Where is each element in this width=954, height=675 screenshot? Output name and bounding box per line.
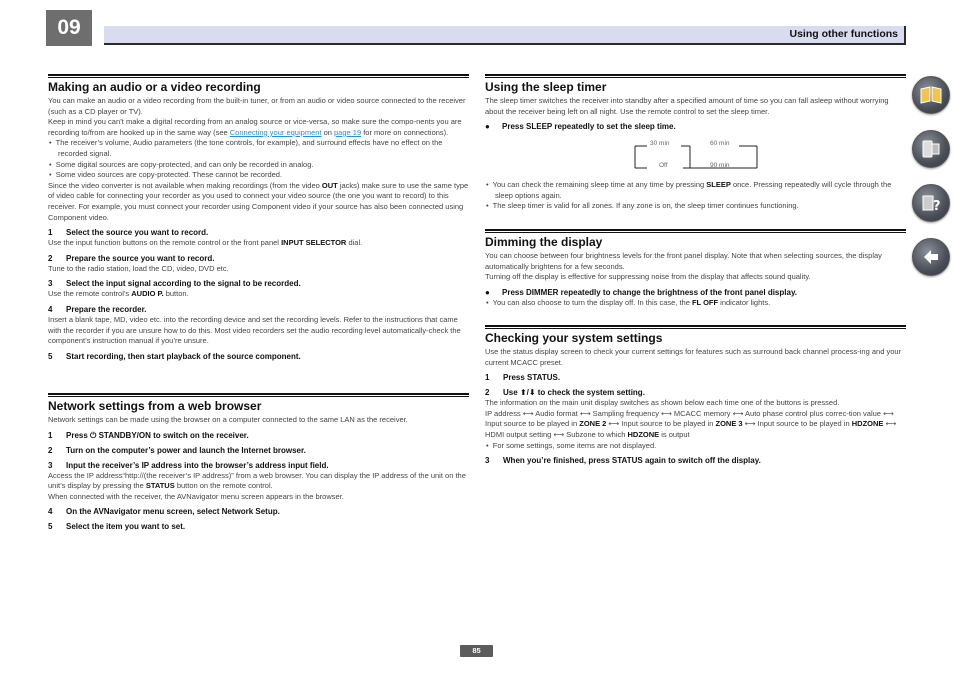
right-column-dimmer (485, 229, 906, 308)
key-label: HDZONE (627, 429, 660, 439)
step-text: Input the receiver’s IP address into the browser’s address input field. (66, 460, 329, 470)
remote-glyph (920, 138, 942, 160)
text: Some video sources are copy-protected. These cannot be recorded. (55, 170, 283, 180)
text: dial. (346, 238, 363, 248)
svg-text:?: ? (933, 199, 941, 214)
page-number: 85 (460, 645, 493, 657)
header-bar (104, 26, 906, 45)
text: button on the remote control. (174, 481, 273, 491)
back-arrow-glyph (920, 246, 942, 268)
step-text: Press SLEEP repeatedly to set the sleep time. (502, 122, 676, 132)
key-label: HDZONE (851, 419, 884, 429)
paragraph: You can choose between four brightness levels for the front panel display. Note that when selecting sources, the display automatically brightens for a few seconds. (485, 251, 882, 271)
bullet-item: • Some video sources are copy-protected. These cannot be recorded. (49, 170, 283, 180)
text: ⟷ HDMI output setting ⟷ Subzone to which (485, 419, 897, 439)
remote-icon[interactable] (912, 130, 950, 168)
key-label: INPUT SELECTOR (281, 238, 347, 248)
step-desc (48, 471, 469, 492)
step-desc (48, 289, 469, 300)
key-label: FL OFF (691, 297, 719, 307)
text: ⟷ Input source to be played in (606, 419, 716, 429)
bullet-item: • For some settings, some items are not displayed. (486, 440, 657, 450)
step-text: Use (503, 388, 520, 398)
key-label: ZONE 3 (715, 419, 743, 429)
section-title-network: Network settings from a web browser (48, 399, 262, 413)
step-text: Select the item you want to set. (66, 522, 186, 532)
action-step: ● Press SLEEP repeatedly to set the sleep time. (485, 122, 676, 132)
step-2: 2 Turn on the computer’s power and launch the Internet browser. (48, 445, 306, 455)
step-text: Select the source you want to record. (66, 228, 209, 238)
text: You can check the remaining sleep time at any time by pressing (492, 180, 707, 190)
sleep-60-min: 60 min (710, 140, 730, 148)
up-down-arrow-icon: ⬆/⬇ (519, 388, 536, 398)
bullet-item: • You can also choose to turn the display off. In this case, the FL OFF indicator lights. (486, 297, 771, 307)
action-step: ● Press DIMMER repeatedly to change the brightness of the front panel display. (485, 287, 798, 297)
sleep-cycle-diagram (485, 138, 906, 176)
step-text: to check the system setting. (535, 388, 645, 398)
step-text: Press DIMMER repeatedly to change the brightness of the front panel display. (502, 287, 798, 297)
section-title-dimmer: Dimming the display (485, 235, 603, 249)
link-page-19[interactable]: page 19 (334, 127, 362, 137)
link-connecting-equipment[interactable]: Connecting your equipment (229, 127, 322, 137)
text: Some digital sources are copy-protected, and can only be recorded in analog. (55, 159, 314, 169)
text: Use the remote control’s (48, 289, 132, 299)
step-3: 3 Input the receiver’s IP address into the browser’s address input field. (48, 460, 329, 470)
step-desc (48, 238, 469, 249)
key-label: ZONE 2 (579, 419, 607, 429)
bullet-item: • The receiver’s volume, Audio parameters (the tone controls, for example), and surround effects have no effect on the recorded signal. (49, 138, 443, 158)
step-5: 5 Select the item you want to set. (48, 522, 186, 532)
text: Keep in mind you can’t make a digital recording from an analog source or vice-versa, so make sure the compo-nents you are recording to/from are hooked up in the same way (see (48, 117, 462, 137)
text: ⟷ Input source to be played in (742, 419, 852, 429)
step-2: 2 Prepare the source you want to record. (48, 253, 215, 263)
text: Access the IP address“http://(the receiver’s IP address)” from a web browser. You can display the IP address of the unit on the unit’s display by pressing the (48, 470, 466, 491)
paragraph: Use the status display screen to check your current settings for features such as surround back channel process-ing and your current MCACC preset. (485, 347, 902, 367)
step-1: 1 Select the source you want to record. (48, 228, 209, 238)
sleep-30-min: 30 min (650, 140, 670, 148)
step-5: 5 Start recording, then start playback of the source component. (48, 351, 301, 361)
key-label: AUDIO P. (131, 289, 164, 299)
step-text: When you’re finished, press STATUS again to switch off the display. (503, 456, 761, 466)
section-rule (48, 393, 469, 397)
speaker-help-icon[interactable] (912, 184, 950, 222)
text: You can also choose to turn the display off. In this case, the (492, 297, 692, 307)
step-desc: The information on the main unit display switches as shown below each time one of the buttons is pressed. (485, 398, 840, 408)
paragraph: You can make an audio or a video recording from the built-in tuner, or from an audio or video source connected to the receiver (such as a CD player or TV). (48, 96, 466, 116)
paragraph (48, 117, 469, 138)
section-rule (485, 325, 906, 329)
text: IP address ⟷ Audio format ⟷ Sampling frequency ⟷ MCACC memory ⟷ Auto phase control plus correc-tion value ⟷ Input source to be played in (485, 408, 894, 429)
step-text: Select the input signal according to the signal to be recorded. (66, 279, 301, 289)
section-title-sleep: Using the sleep timer (485, 80, 607, 94)
sleep-90-min: 90 min (710, 162, 730, 170)
text: For some settings, some items are not displayed. (492, 440, 657, 450)
section-title-status: Checking your system settings (485, 331, 663, 345)
right-column-status (485, 325, 906, 466)
step-1: 1 Press STATUS. (485, 373, 561, 383)
step-3: 3 When you’re finished, press STATUS again to switch off the display. (485, 456, 761, 466)
back-arrow-icon[interactable] (912, 238, 950, 276)
right-column-sleep (485, 74, 906, 212)
left-column (48, 74, 469, 362)
step-text: Start recording, then start playback of the source component. (66, 351, 301, 361)
text: is output (659, 429, 690, 439)
text: Since the video converter is not available when making recordings (from the video (48, 180, 322, 190)
bullet-item: • The sleep timer is valid for all zones. If any zone is on, the sleep timer continues functioning. (486, 201, 799, 211)
step-text: Press (66, 430, 91, 440)
step-text: STANDBY/ON to switch on the receiver. (96, 430, 249, 440)
step-text: Prepare the recorder. (66, 304, 147, 314)
paragraph: Network settings can be made using the browser on a computer connected to the same LAN as the receiver. (48, 415, 408, 424)
text: once. Pressing repeatedly will cycle through the sleep options again. (495, 180, 892, 200)
sleep-cycle-svg (485, 138, 785, 176)
status-cycle-list (485, 409, 906, 441)
chapter-number (46, 10, 92, 46)
step-4: 4 Prepare the recorder. (48, 304, 147, 314)
step-text: On the AVNavigator menu screen, select Network Setup. (66, 507, 280, 517)
step-4: 4 On the AVNavigator menu screen, select Network Setup. (48, 507, 280, 517)
step-desc: When connected with the receiver, the AVNavigator menu screen appears in the browser. (48, 491, 344, 501)
section-rule (485, 74, 906, 78)
step-2: 2 Use ⬆/⬇ to check the system setting. (485, 388, 645, 398)
text: on (321, 127, 335, 137)
text: The receiver’s volume, Audio parameters (the tone controls, for example), and surround effects have no effect on the recorded signal. (55, 138, 443, 158)
paragraph (48, 181, 469, 223)
text: The sleep timer is valid for all zones. If any zone is on, the sleep timer continues functioning. (492, 201, 799, 211)
step-text: Prepare the source you want to record. (66, 253, 215, 263)
step-3: 3 Select the input signal according to the signal to be recorded. (48, 279, 301, 289)
text: jacks) make sure to use the same type of video cable for connecting your recorder as you used to connect your video source (the one you want to record) to this receiver. For example, you must connect your recorder using Component video if your source has also been connected using Component video. (48, 180, 469, 222)
step-1: 1 Press ⏻ STANDBY/ON to switch on the receiver. (48, 430, 249, 440)
key-label: OUT (321, 180, 338, 190)
text: Use the input function buttons on the remote control or the front panel (48, 238, 282, 248)
text: for more on connections). (361, 127, 449, 137)
left-column-network (48, 393, 469, 532)
header-title: Using other functions (789, 28, 898, 40)
step-desc: Tune to the radio station, load the CD, video, DVD etc. (48, 263, 229, 273)
section-rule (48, 74, 469, 78)
paragraph: The sleep timer switches the receiver into standby after a specified amount of time so you can fall asleep without worrying about the receiver being left on all night. Use the remote control to set the sleep timer. (485, 96, 889, 116)
bullet-item: • You can check the remaining sleep time at any time by pressing SLEEP once. Pressing repeatedly will cycle through the sleep options again. (486, 180, 892, 200)
standby-power-icon: ⏻ (90, 430, 97, 440)
step-text: Press STATUS. (503, 373, 561, 383)
chapter-label: 09 (57, 16, 81, 39)
book-glyph (919, 86, 943, 104)
key-label: SLEEP (706, 180, 731, 190)
bullet-item: • Some digital sources are copy-protected, and can only be recorded in analog. (49, 159, 314, 169)
paragraph: Turning off the display is effective for suppressing noise from the display that affects sound quality. (485, 272, 811, 282)
speaker-help-glyph (920, 192, 942, 214)
key-label: STATUS (145, 481, 175, 491)
text: indicator lights. (718, 297, 771, 307)
sleep-off: Off (659, 162, 668, 170)
book-icon[interactable] (912, 76, 950, 114)
text: button. (163, 289, 189, 299)
section-title-recording: Making an audio or a video recording (48, 80, 261, 94)
section-rule (485, 229, 906, 233)
step-desc: Insert a blank tape, MD, video etc. into the recording device and set the recording levels. Refer to the instructions that came with the recorder if you are unsure how to do this. Most video recorders set the audio recording level automatically-check the component’s instruction manual if you’re unsure. (48, 314, 461, 346)
step-text: Turn on the computer’s power and launch the Internet browser. (66, 445, 306, 455)
